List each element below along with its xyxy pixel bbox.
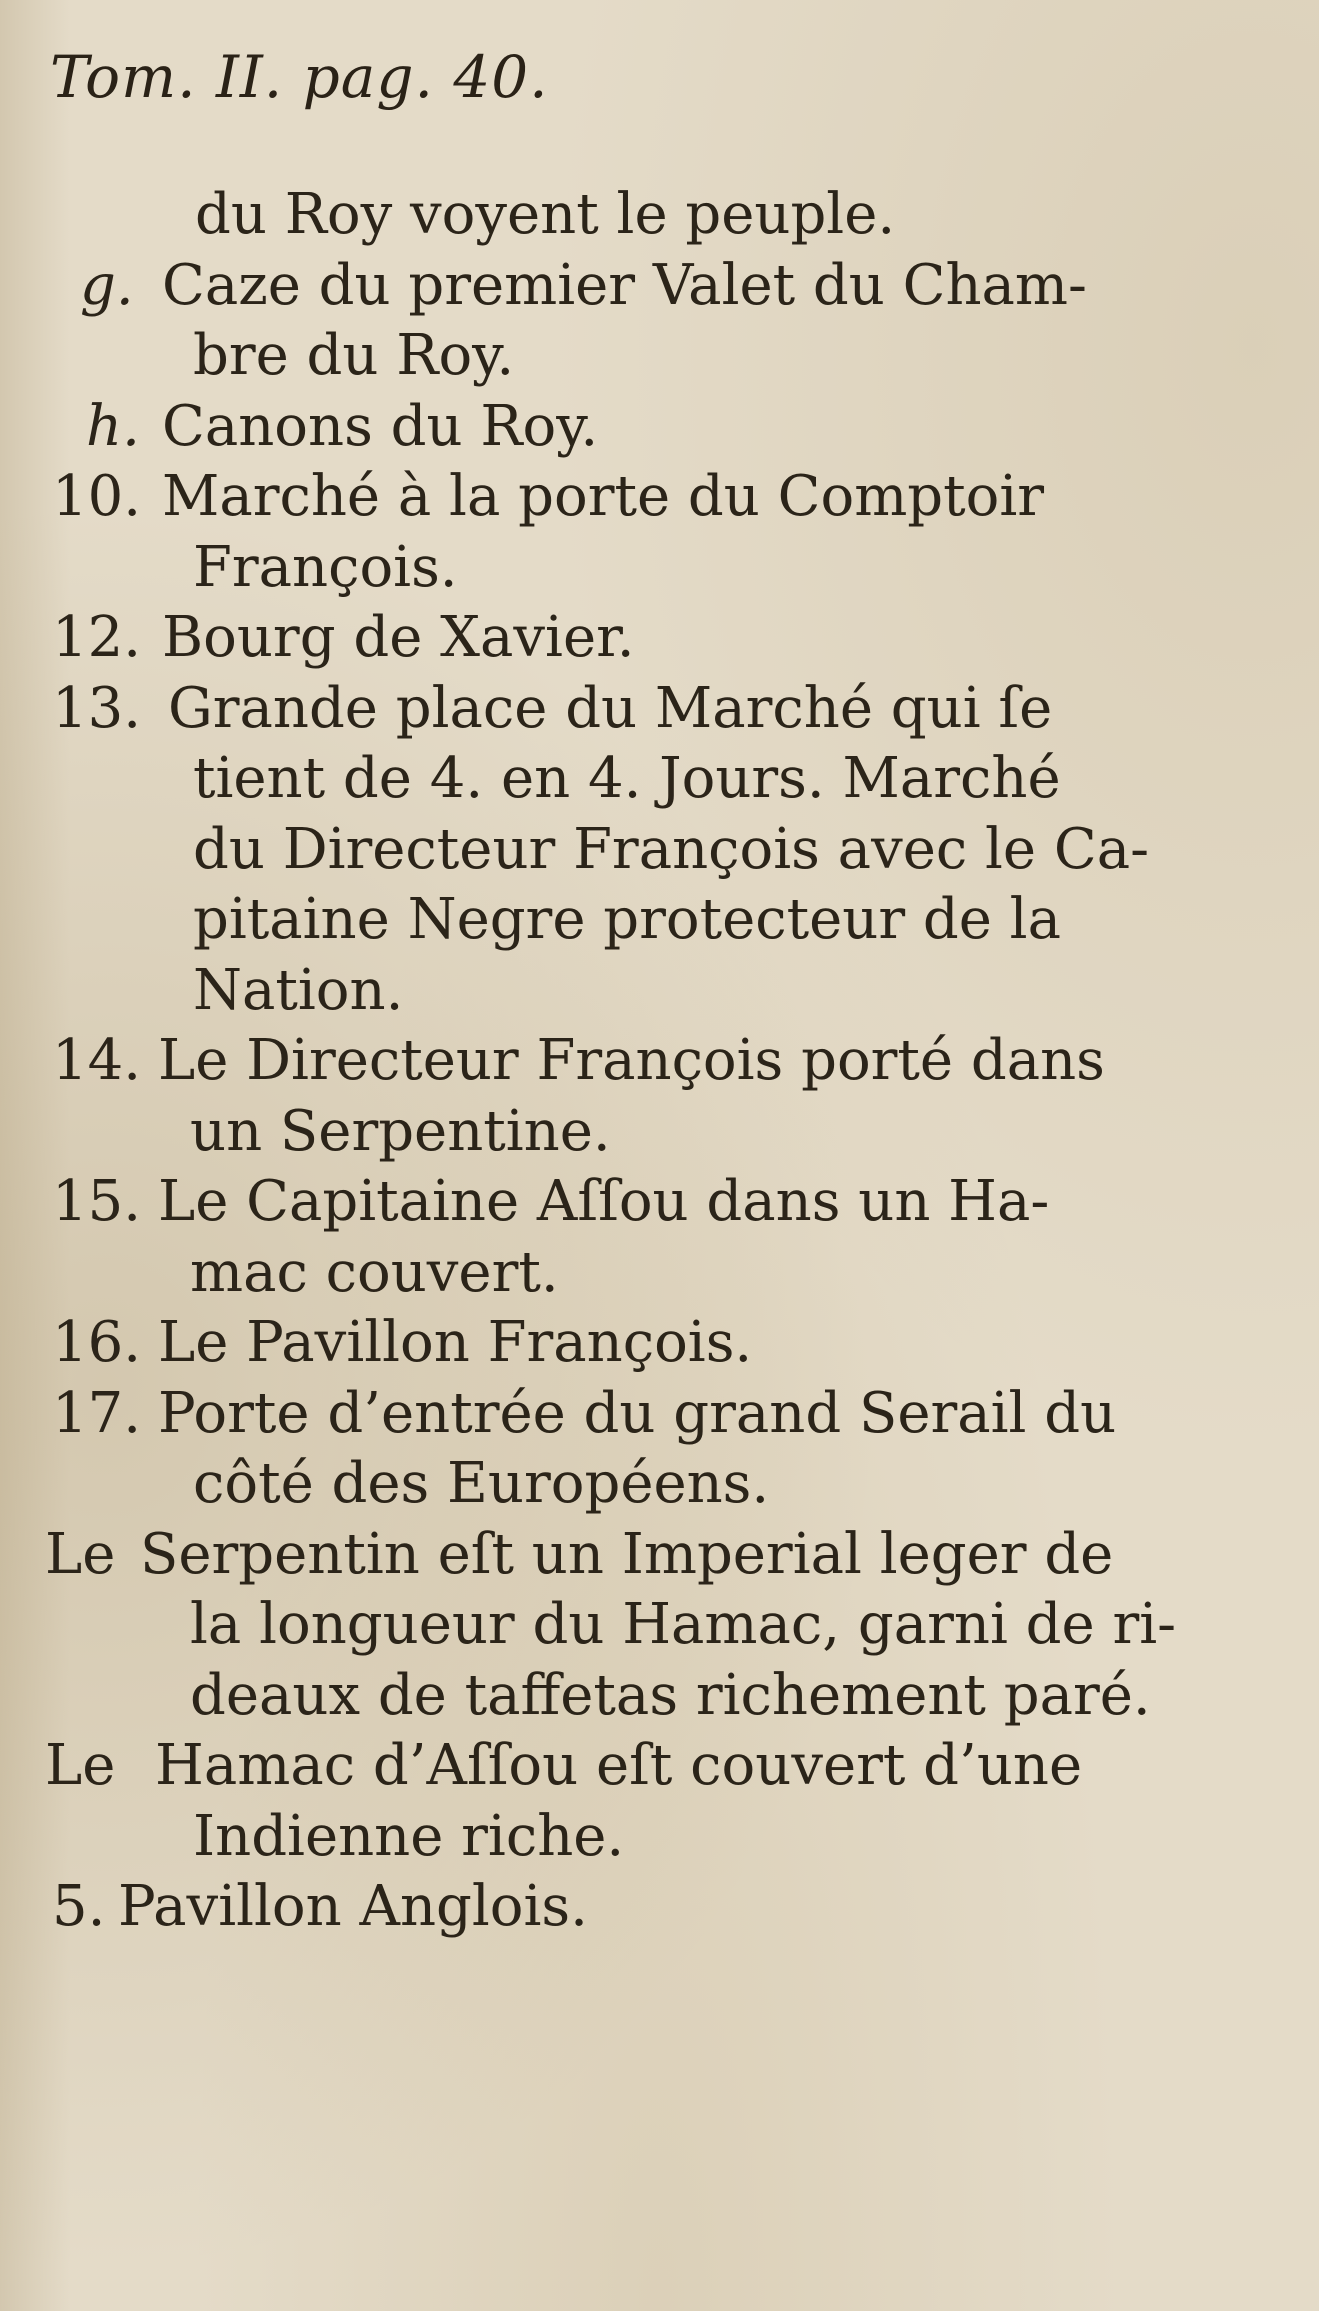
entry-line: Grande place du Marché qui ſe xyxy=(168,675,1053,741)
entry-label: 16. xyxy=(52,1310,142,1375)
page-header: Tom. II. pag. 40. xyxy=(50,43,549,111)
legend-entry-5 xyxy=(0,1872,1319,1943)
entry-line: mac couvert. xyxy=(190,1239,559,1305)
entry-label: Le xyxy=(45,1521,116,1587)
legend-entry-17 xyxy=(0,1379,1319,1520)
entry-line: Marché à la porte du Comptoir xyxy=(162,464,1045,529)
entry-line: Bourg de Xavier. xyxy=(162,605,635,670)
entry-label: h. xyxy=(86,393,140,459)
entry-label: g. xyxy=(80,252,134,318)
entry-line: bre du Roy. xyxy=(193,323,515,388)
entry-line: du Directeur François avec le Ca- xyxy=(193,816,1150,882)
entry-line: un Serpentine. xyxy=(190,1098,611,1164)
note-serpentin xyxy=(0,1520,1319,1732)
legend-entry-14 xyxy=(0,1026,1319,1167)
legend-entry-16 xyxy=(0,1308,1319,1379)
entry-line: tient de 4. en 4. Jours. Marché xyxy=(193,746,1061,811)
entry-line: Le Pavillon François. xyxy=(158,1310,753,1375)
entry-line: Caze du premier Valet du Cham- xyxy=(162,252,1087,318)
entry-label: 10. xyxy=(52,464,142,529)
entry-line: la longueur du Hamac, garni de ri- xyxy=(190,1592,1177,1657)
legend-entry-15 xyxy=(0,1167,1319,1308)
entry-line: Le Directeur François porté dans xyxy=(158,1028,1105,1093)
legend-entry-h xyxy=(0,392,1319,463)
note-hamac xyxy=(0,1731,1319,1872)
legend-list xyxy=(0,180,1319,1943)
entry-line: pitaine Negre protecteur de la xyxy=(193,887,1061,952)
entry-label: Le xyxy=(45,1733,116,1798)
entry-label: 5. xyxy=(52,1874,106,1939)
entry-line: Nation. xyxy=(193,957,404,1023)
entry-line: Serpentin eſt un Imperial leger de xyxy=(140,1521,1114,1587)
entry-line: Pavillon Anglois. xyxy=(118,1874,588,1939)
entry-label: 12. xyxy=(52,605,142,670)
entry-label: 17. xyxy=(52,1380,142,1446)
entry-label: 14. xyxy=(52,1028,142,1093)
entry-line: Le Capitaine Aſſou dans un Ha- xyxy=(158,1169,1050,1234)
legend-entry-12 xyxy=(0,603,1319,674)
legend-entry-10 xyxy=(0,462,1319,603)
entry-line: Hamac d’Aſſou eſt couvert d’une xyxy=(155,1733,1083,1798)
entry-line: du Roy voyent le peuple. xyxy=(195,182,896,247)
entry-line: Canons du Roy. xyxy=(162,393,599,459)
entry-label: 13. xyxy=(52,675,142,741)
entry-line: Indienne riche. xyxy=(193,1803,625,1869)
legend-entry-continuation xyxy=(0,180,1319,251)
entry-line: deaux de taffetas richement paré. xyxy=(190,1662,1151,1728)
legend-entry-g xyxy=(0,251,1319,392)
entry-line: côté des Européens. xyxy=(193,1451,770,1516)
entry-line: François. xyxy=(193,534,458,600)
legend-entry-13 xyxy=(0,674,1319,1027)
entry-label: 15. xyxy=(52,1169,142,1234)
entry-line: Porte d’entrée du grand Serail du xyxy=(158,1380,1117,1446)
